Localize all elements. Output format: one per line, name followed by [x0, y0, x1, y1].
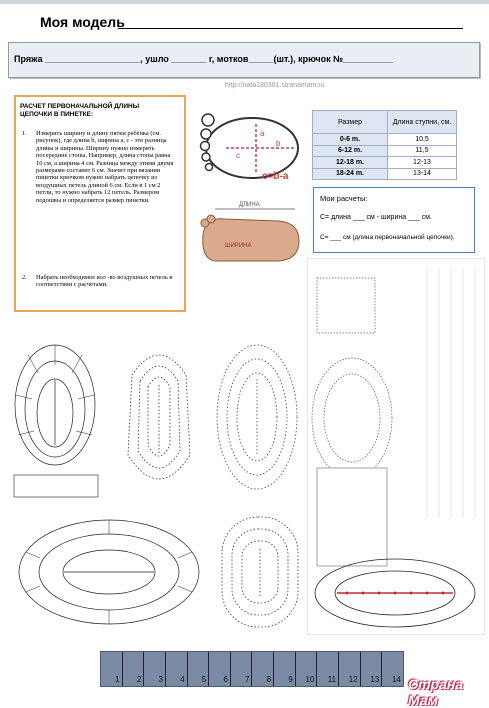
my-calculations-line-2: С= ___ см (длина первоначальной цепочки). [320, 234, 455, 241]
size-cell: 12-18 m. [313, 157, 388, 169]
ruler-tick: 11 [317, 652, 339, 686]
ruler-tick: 5 [188, 652, 210, 686]
crochet-sole-diagram-4 [10, 512, 208, 632]
ruler-tick: 6 [209, 652, 231, 686]
crochet-sole-diagram-1 [8, 335, 103, 505]
label-b: b [276, 139, 281, 148]
my-calculations-box [313, 187, 475, 253]
page-title: Моя модель [40, 14, 125, 30]
my-calculations-title: Мои расчеты: [320, 194, 368, 203]
ruler-tick: 10 [296, 652, 318, 686]
list-item [22, 130, 174, 274]
brand-logo: Страна Мам [408, 676, 464, 708]
label-a: a [260, 129, 265, 138]
formula-label: c=b-a [262, 171, 289, 182]
size-cell: 18-24 m. [313, 168, 388, 180]
ruler-tick: 8 [252, 652, 274, 686]
table-row [313, 145, 457, 157]
length-cell: 10,5 [388, 134, 457, 146]
size-cell: 0-6 m. [313, 134, 388, 146]
list-item-number: 1. [22, 130, 27, 137]
table-row [313, 157, 457, 169]
top-border [0, 0, 489, 4]
size-table [312, 110, 457, 180]
crochet-bootie-chart [307, 258, 485, 635]
table-header: Размер [313, 111, 388, 134]
label-width: ШИРИНА [225, 243, 252, 249]
my-calculations-line-1: С= длина ___ см - ширина ___ см. [320, 214, 432, 221]
list-item [22, 274, 174, 304]
table-header-row [313, 111, 457, 134]
ruler-tick: 9 [274, 652, 296, 686]
size-cell: 6-12 m. [313, 145, 388, 157]
ruler-tick: 2 [123, 652, 145, 686]
list-item-text: Измерить ширину и длину пятки ребёнка (см. рисунок), где длина b, ширина a, c - это разница длины и ширины. Ширину нужно измерять посередине стопы. Например, длина стопы равна 10 см, а ширина 4 см. Разница между этими двумя размерами составит 6 см. Значит при вязании пинетки крючком нужно набрать цепочку из воздушных петель длиной 6 см. Если в 1 см 2 петли, то нужно набрать 12 петель. Размером подошвы и определяется размер пинетки. [36, 130, 174, 204]
table-row [313, 168, 457, 180]
ruler-tick: 4 [166, 652, 188, 686]
list-item-text: Набрать необходимое кол -во воздушных петель в соответствии с расчетами. [36, 274, 173, 289]
ruler [100, 651, 404, 687]
length-cell: 12-13 [388, 157, 457, 169]
length-cell: 11,5 [388, 145, 457, 157]
foot-width-length-diagram [192, 100, 310, 192]
watermark-url: http://nata180381.stranamam.ru [225, 82, 325, 89]
ruler-tick: 14 [392, 675, 401, 684]
title-underline [118, 28, 463, 29]
ruler-ticks [101, 652, 403, 686]
ruler-tick: 3 [144, 652, 166, 686]
crochet-sole-diagram-3 [210, 335, 305, 500]
ruler-tick: 7 [231, 652, 253, 686]
list-item-number: 2. [22, 274, 27, 281]
crochet-sole-diagram-2 [112, 335, 207, 505]
ruler-tick: 1 [101, 652, 123, 686]
calculation-title: РАСЧЕТ ПЕРВОНАЧАЛЬНОЙ ДЛИНЫ ЦЕПОЧКИ В ПИНЕТКЕ: [20, 103, 140, 118]
ruler-tick: 12 [339, 652, 361, 686]
table-header: Длина ступни, см. [388, 111, 457, 134]
table-row [313, 134, 457, 146]
label-length: ДЛИНА [239, 202, 260, 208]
ruler-tick: 13 [361, 652, 383, 686]
label-c: c [236, 151, 240, 160]
foot-side-diagram [195, 195, 307, 270]
yarn-info-line: Пряжа ___________________, ушло _______ г, мотков_____(шт.), крючок №__________ [14, 54, 394, 64]
calculation-list [22, 130, 174, 304]
crochet-sole-diagram-5 [214, 505, 306, 637]
length-cell: 13-14 [388, 168, 457, 180]
